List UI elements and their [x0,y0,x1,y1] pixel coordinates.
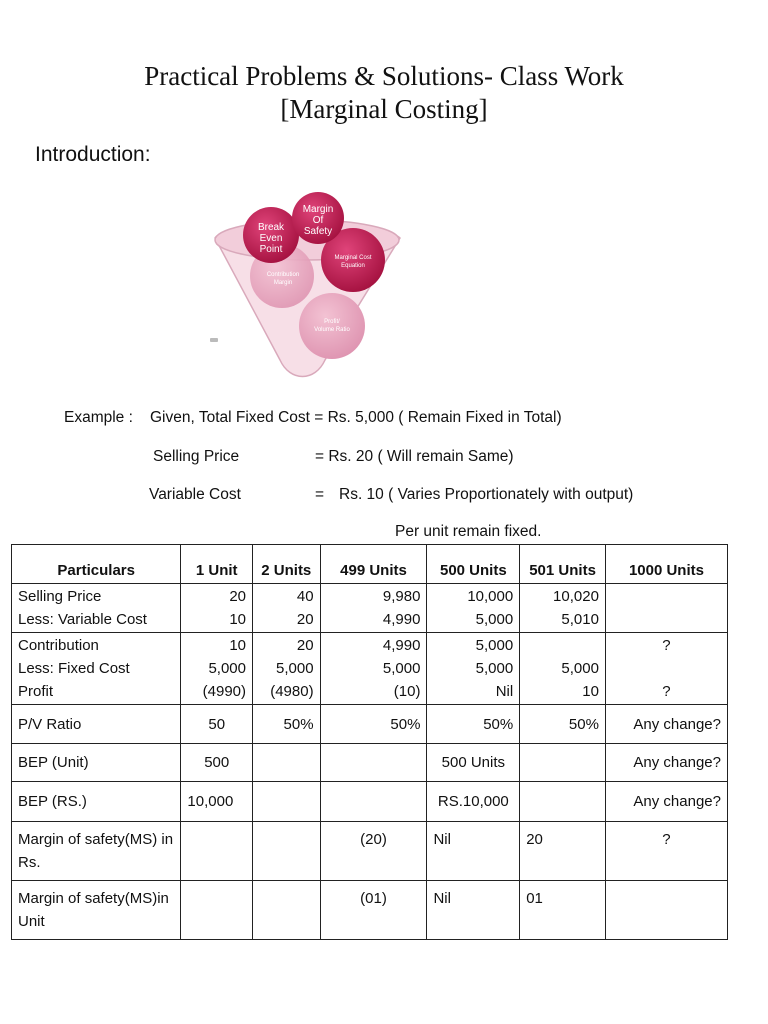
cell-value: 500 Units [427,744,520,782]
cell-value: (4990) [202,683,246,700]
table-row-ms-unit [12,881,728,940]
cell-value: (10) [393,683,421,700]
cell-2-units [253,633,321,705]
marginal-cost-equation-label: Marginal Cost Equation [334,255,372,269]
introduction-heading: Introduction: [35,143,151,166]
cell-value: 9,980 [382,588,421,605]
contribution-margin-label: Contribution Margin [266,272,300,286]
selling-price-label: Selling Price [153,448,240,465]
row-label: Margin of safety(MS) in Rs. [12,822,181,881]
cell-value: 5,000 [561,660,599,677]
cell-value: (4980) [270,683,314,700]
cell-501-units [520,584,606,633]
cell-value: 5,000 [475,660,514,677]
cell-value [253,881,321,940]
cell-value: 500 [181,744,253,782]
row-labels [12,633,181,705]
cell-value: Nil [427,822,520,881]
variable-cost-equals: = [315,486,325,503]
cell-value [320,782,427,822]
row-label: Margin of safety(MS)in Unit [12,881,181,940]
cell-1-unit [181,584,253,633]
cell-1000-units [605,633,727,705]
cell-value: 10,000 [467,588,514,605]
cell-value: (20) [320,822,427,881]
cell-value [181,822,253,881]
example-label: Example : [64,409,133,426]
cell-1000-units [605,584,727,633]
row-label: BEP (Unit) [12,744,181,782]
cell-value: 4,990 [382,637,421,654]
cell-value: 5,010 [561,611,599,628]
table-header-row [12,545,728,584]
cell-value [181,881,253,940]
cell-value: 40 [296,588,314,605]
cell-value [612,657,721,680]
page-subtitle: [Marginal Costing] [280,94,488,124]
cell-value: RS.10,000 [427,782,520,822]
cell-value: 10 [582,683,599,700]
table-row-contribution-profit [12,633,728,705]
cell-2-units [253,584,321,633]
cell-value: 10 [229,637,246,654]
cell-value [253,744,321,782]
header-500-units: 500 Units [427,545,520,584]
marginal-costing-funnel-diagram [205,190,405,390]
cell-499-units [320,584,427,633]
row-label: P/V Ratio [12,705,181,744]
cell-value [253,782,321,822]
cell-500-units [427,633,520,705]
profit-volume-ratio-label: Profit/ Volume Ratio [314,319,350,333]
cell-value: 10 [229,611,246,628]
cell-value: 50% [253,705,321,744]
header-1000-units: 1000 Units [605,545,727,584]
variable-cost-label: Variable Cost [149,486,241,503]
cell-1-unit [181,633,253,705]
cell-value: 10,000 [181,782,253,822]
cell-value: Any change? [605,782,727,822]
cell-value: Nil [495,683,514,700]
header-particulars: Particulars [12,545,181,584]
header-1-unit: 1 Unit [181,545,253,584]
cell-value [253,822,321,881]
marginal-costing-table [11,544,728,940]
row-label: Less: Fixed Cost [18,660,130,677]
header-2-units: 2 Units [253,545,321,584]
margin-of-safety-label: Margin Of Safety [302,204,334,237]
cell-value: 5,000 [382,660,421,677]
table-row-bep-unit [12,744,728,782]
cell-value: 20 [296,611,314,628]
row-labels [12,584,181,633]
selling-price-value: = Rs. 20 ( Will remain Same) [315,448,514,465]
cell-value: 01 [520,881,606,940]
table-row-bep-rs [12,782,728,822]
row-label: Less: Variable Cost [18,611,147,628]
profit-volume-ratio-circle [299,293,365,359]
cell-501-units [520,633,606,705]
cell-value: (01) [320,881,427,940]
cell-value [605,881,727,940]
cell-value: 5,000 [475,611,514,628]
cell-value: ? [662,637,671,654]
cell-value: 50% [520,705,606,744]
table-row-ms-rs [12,822,728,881]
cell-value [612,608,721,631]
cell-value: 5,000 [475,637,514,654]
cell-value [612,585,721,608]
row-label: BEP (RS.) [12,782,181,822]
cell-value: 50 [181,705,253,744]
cell-value: 50% [427,705,520,744]
header-501-units: 501 Units [520,545,606,584]
cell-value: 20 [229,588,246,605]
example-given-line: Given, Total Fixed Cost = Rs. 5,000 ( Remain Fixed in Total) [150,409,562,426]
row-label: Contribution [18,637,99,654]
cell-value: 20 [296,637,314,654]
cell-499-units [320,633,427,705]
cell-value: 50% [320,705,427,744]
cell-value: Any change? [605,744,727,782]
table-row-pv-ratio [12,705,728,744]
cell-value: 5,000 [276,660,314,677]
cell-value [526,634,599,657]
cell-value [320,744,427,782]
break-even-point-label: Break Even Point [257,222,285,255]
row-label: Profit [18,683,54,700]
row-label: Selling Price [18,588,102,605]
cell-value: 5,000 [208,660,246,677]
cell-value: Any change? [605,705,727,744]
table-row-sales-variable [12,584,728,633]
variable-cost-note: Per unit remain fixed. [395,523,542,540]
cell-value [520,744,606,782]
header-499-units: 499 Units [320,545,427,584]
cell-value: ? [605,822,727,881]
cell-value: 10,020 [553,588,599,605]
cell-value: Nil [427,881,520,940]
cell-500-units [427,584,520,633]
cell-value: 4,990 [382,611,421,628]
cell-value [520,782,606,822]
cell-value: ? [662,683,671,700]
cell-value: 20 [520,822,606,881]
page-title: Practical Problems & Solutions- Class Work [144,61,624,91]
variable-cost-value: Rs. 10 ( Varies Proportionately with output) [339,486,634,503]
